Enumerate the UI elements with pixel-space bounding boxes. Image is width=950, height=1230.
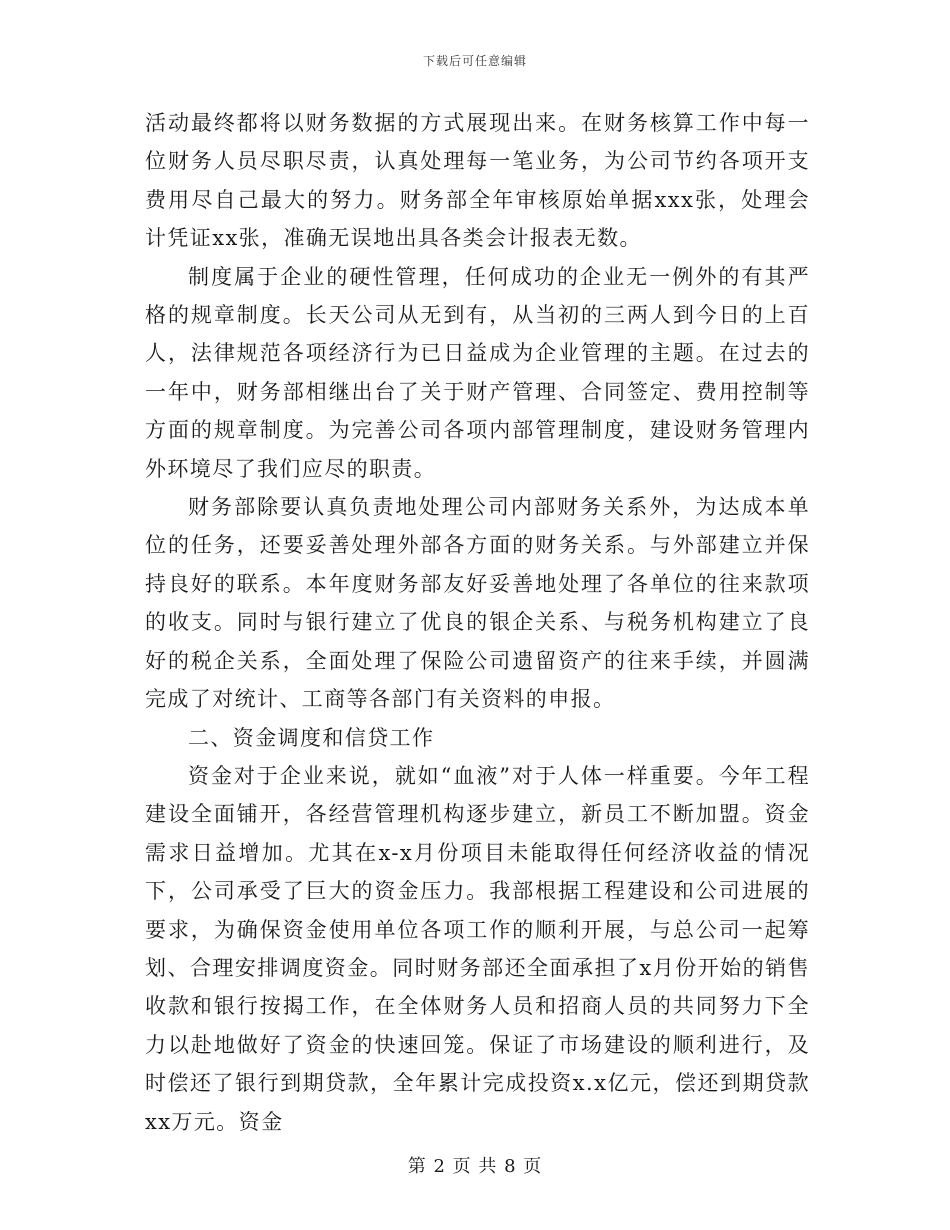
paragraph-regulations: 制度属于企业的硬性管理，任何成功的企业无一例外的有其严格的规章制度。长天公司从无到有，从当初的三两人到今日的上百人，法律规范各项经济行为已日益成为企业管理的主题。在过去的一年中，财务部相继出台了关于财产管理、合同签定、费用控制等方面的规章制度。为完善公司各项内部管理制度，建设财务管理内外环境尽了我们应尽的职责。	[145, 264, 810, 481]
paragraph-external-relations: 财务部除要认真负责地处理公司内部财务关系外，为达成本单位的任务，还要妥善处理外部各方面的财务关系。与外部建立并保持良好的联系。本年度财务部友好妥善地处理了各单位的往来款项的收支。同时与银行建立了优良的银企关系、与税务机构建立了良好的税企关系，全面处理了保险公司遗留资产的往来手续，并圆满完成了对统计、工商等各部门有关资料的申报。	[145, 495, 810, 712]
document-body	[145, 104, 810, 1141]
page-header: 下载后可任意编辑	[422, 54, 527, 68]
paragraph-continuation: 活动最终都将以财务数据的方式展现出来。在财务核算工作中每一位财务人员尽职尽责，认真处理每一笔业务，为公司节约各项开支费用尽自己最大的努力。财务部全年审核原始单据xxx张，处理会计凭证xx张，准确无误地出具各类会计报表无数。	[145, 111, 810, 251]
page-number-footer: 第 2 页 共 8 页	[407, 1156, 543, 1177]
paragraph-funds: 资金对于企业来说，就如“血液”对于人体一样重要。今年工程建设全面铺开，各经营管理机构逐步建立，新员工不断加盟。资金需求日益增加。尤其在x-x月份项目未能取得任何经济收益的情况下，公司承受了巨大的资金压力。我部根据工程建设和公司进展的要求，为确保资金使用单位各项工作的顺利开展，与总公司一起筹划、合理安排调度资金。同时财务部还全面承担了x月份开始的销售收款和银行按揭工作，在全体财务人员和招商人员的共同努力下全力以赴地做好了资金的快速回笼。保证了市场建设的顺利进行，及时偿还了银行到期贷款，全年累计完成投资x.x亿元，偿还到期贷款xx万元。资金	[145, 763, 810, 1134]
section-heading-funds: 二、资金调度和信贷工作	[188, 725, 435, 750]
